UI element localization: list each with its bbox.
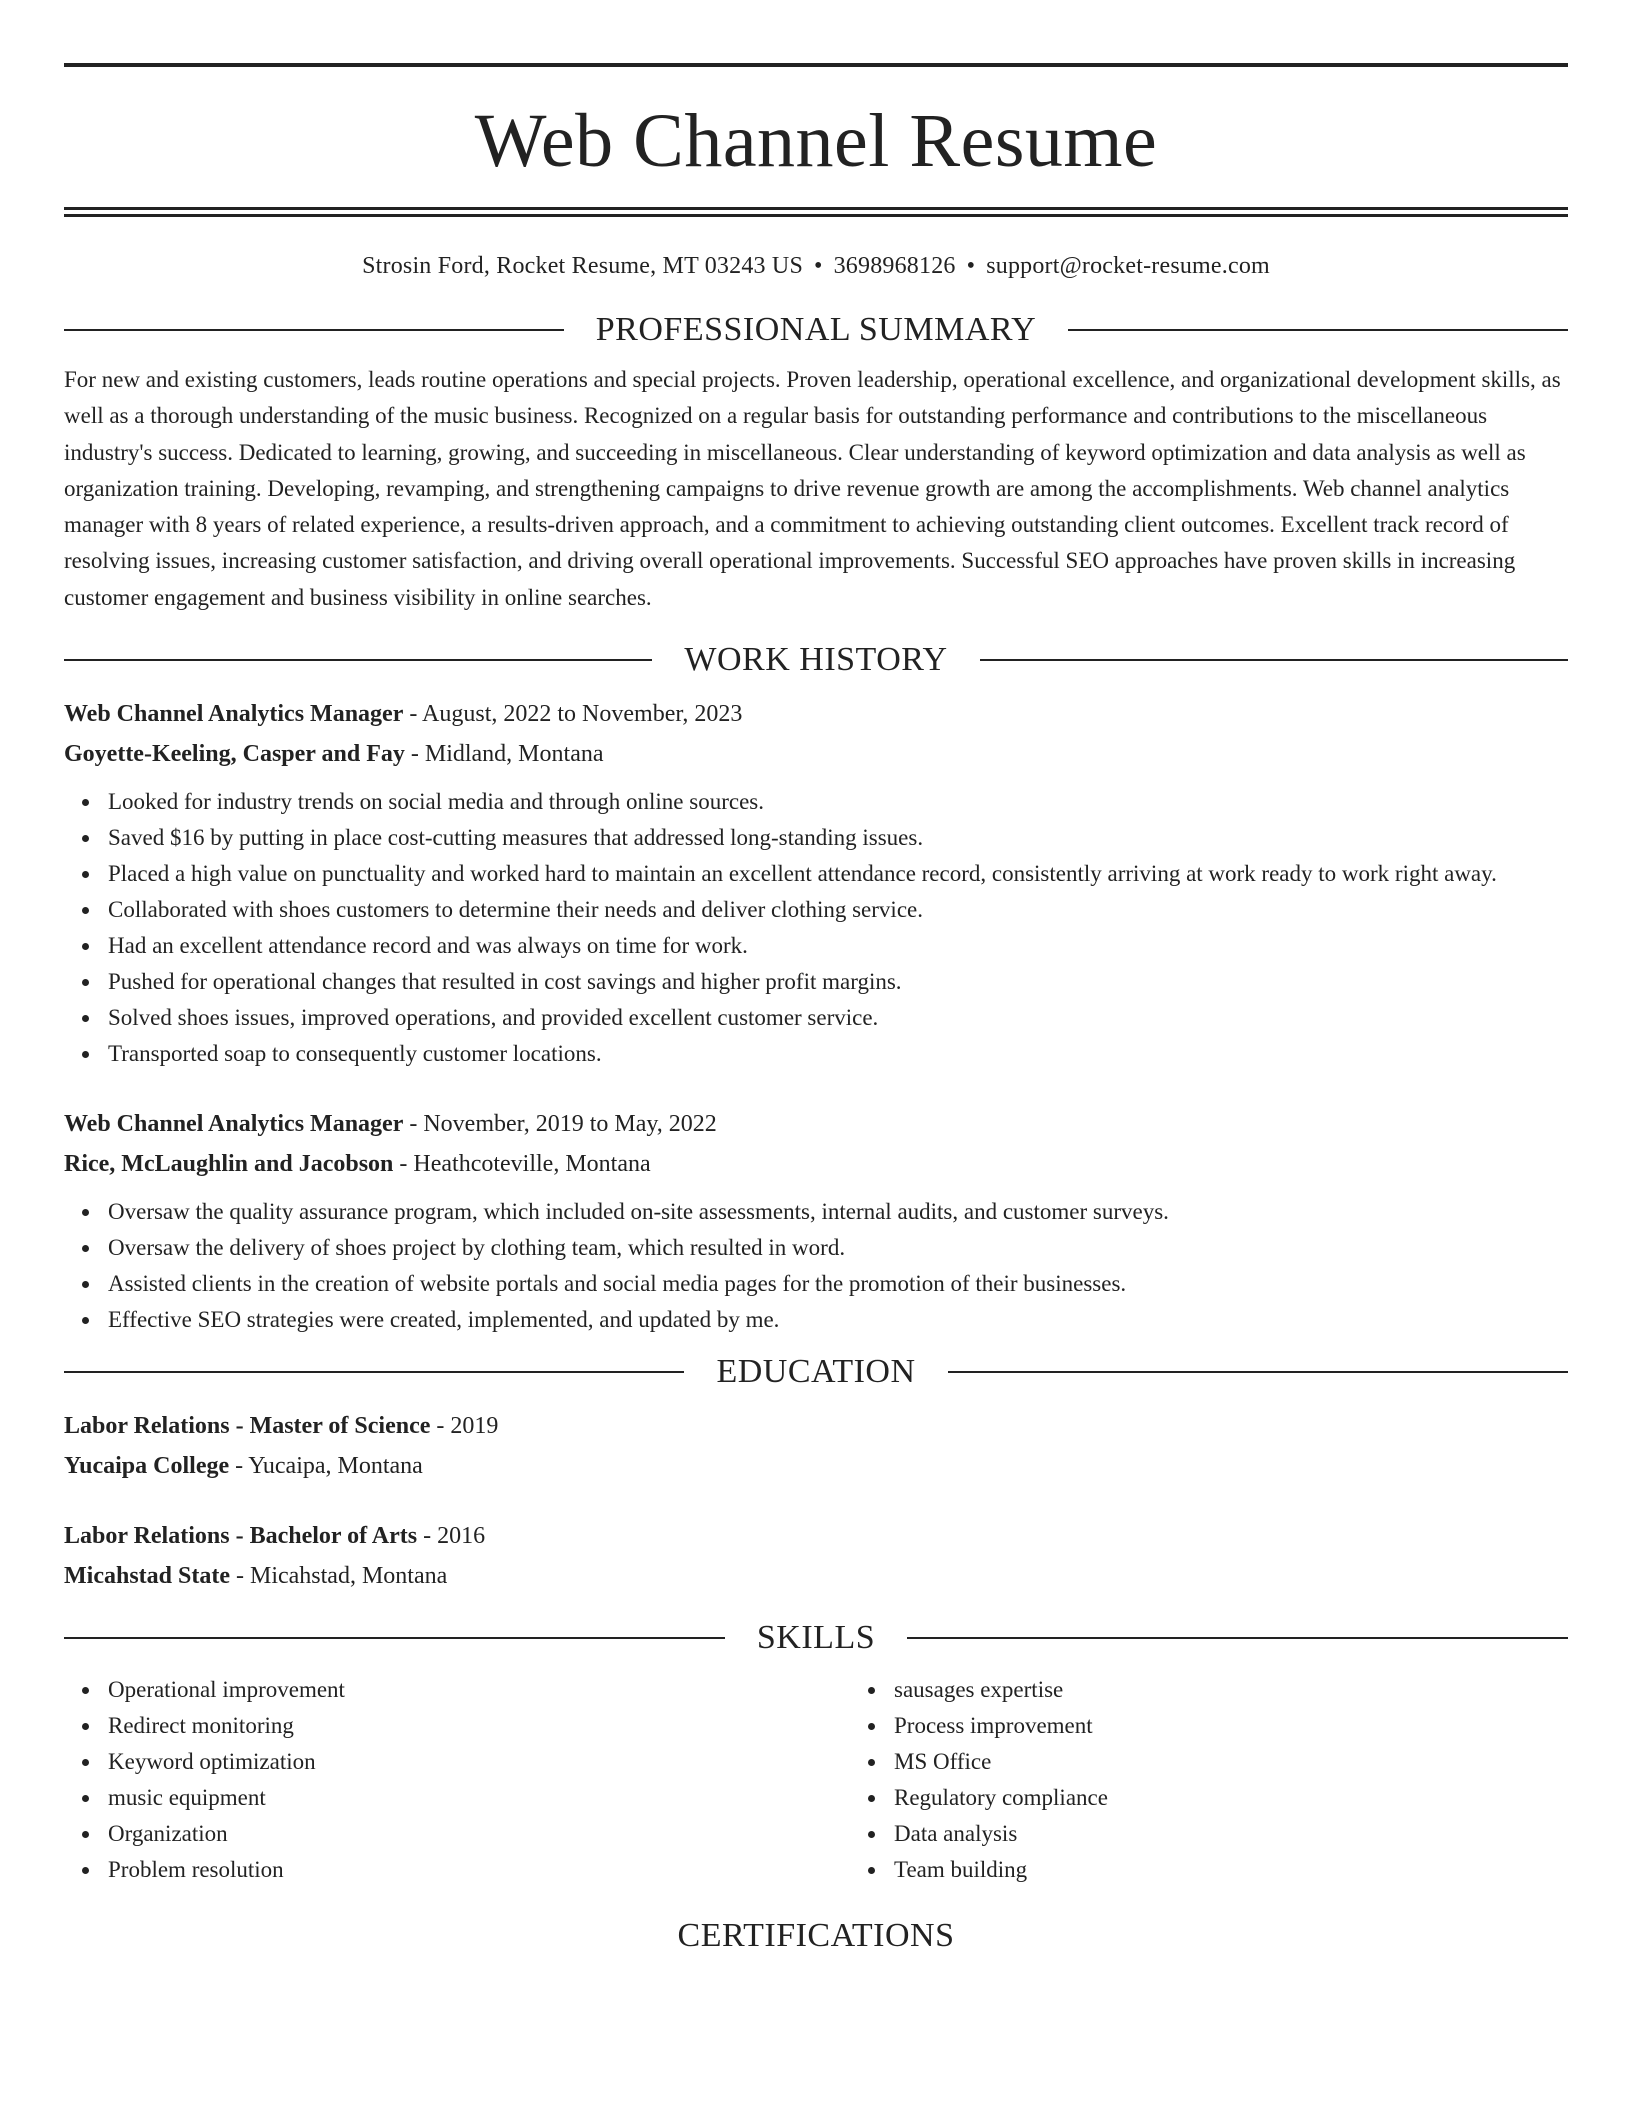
resume-page xyxy=(64,0,1568,1958)
title-double-rule xyxy=(64,207,1568,217)
section-heading-certifications xyxy=(64,1914,1568,1958)
job-company-line xyxy=(64,734,1568,774)
job-bullet: Solved shoes issues, improved operations, and provided excellent customer service. xyxy=(108,1000,1568,1036)
heading-rule xyxy=(64,1637,725,1639)
contact-separator: • xyxy=(814,253,823,279)
job-bullet: Pushed for operational changes that resulted in cost savings and higher profit margins. xyxy=(108,964,1568,1000)
education-entry xyxy=(64,1406,1568,1486)
contact-line xyxy=(64,251,1568,281)
education-school: Yucaipa College xyxy=(64,1453,230,1480)
section-heading-work-history xyxy=(64,638,1568,682)
contact-phone: 3698968126 xyxy=(833,253,956,279)
job-location: - Heathcoteville, Montana xyxy=(393,1151,651,1178)
education-degree-line xyxy=(64,1406,1568,1446)
section-title: WORK HISTORY xyxy=(684,641,948,679)
job-location: - Midland, Montana xyxy=(404,741,604,768)
job-bullets xyxy=(64,1194,1568,1338)
skill-item: Keyword optimization xyxy=(108,1744,850,1780)
job-dates: - November, 2019 to May, 2022 xyxy=(403,1111,717,1138)
education-degree: Labor Relations - Bachelor of Arts xyxy=(64,1523,418,1550)
job-bullet: Looked for industry trends on social media and through online sources. xyxy=(108,784,1568,820)
job-entry xyxy=(64,694,1568,1072)
job-title-line xyxy=(64,694,1568,734)
heading-rule xyxy=(1068,329,1568,331)
education-school-line xyxy=(64,1556,1568,1596)
section-title: CERTIFICATIONS xyxy=(677,1917,955,1955)
job-dates: - August, 2022 to November, 2023 xyxy=(403,701,743,728)
education-school: Micahstad State xyxy=(64,1563,230,1590)
job-bullet: Transported soap to consequently customer locations. xyxy=(108,1036,1568,1072)
heading-rule xyxy=(980,659,1568,661)
education-degree-line xyxy=(64,1516,1568,1556)
education-year: - 2019 xyxy=(430,1413,499,1440)
heading-rule xyxy=(948,1371,1568,1373)
skill-item: Operational improvement xyxy=(108,1672,850,1708)
job-bullet: Oversaw the quality assurance program, which included on-site assessments, internal audits, and customer surveys. xyxy=(108,1194,1568,1230)
job-bullet: Effective SEO strategies were created, implemented, and updated by me. xyxy=(108,1302,1568,1338)
skill-item: MS Office xyxy=(894,1744,1632,1780)
skills-column-right xyxy=(850,1672,1632,1888)
skill-item: Team building xyxy=(894,1852,1632,1888)
heading-rule xyxy=(64,329,564,331)
job-bullet: Placed a high value on punctuality and worked hard to maintain an excellent attendance record, consistently arriving at work ready to work right away. xyxy=(108,856,1568,892)
job-entry xyxy=(64,1104,1568,1338)
skill-item: sausages expertise xyxy=(894,1672,1632,1708)
skill-item: music equipment xyxy=(108,1780,850,1816)
heading-rule xyxy=(64,1371,684,1373)
job-bullet: Saved $16 by putting in place cost-cutting measures that addressed long-standing issues. xyxy=(108,820,1568,856)
skill-item: Process improvement xyxy=(894,1708,1632,1744)
job-bullet: Oversaw the delivery of shoes project by clothing team, which resulted in word. xyxy=(108,1230,1568,1266)
job-bullets xyxy=(64,784,1568,1072)
job-bullet: Collaborated with shoes customers to determine their needs and deliver clothing service. xyxy=(108,892,1568,928)
heading-rule xyxy=(64,659,652,661)
job-bullet: Assisted clients in the creation of website portals and social media pages for the promotion of their businesses. xyxy=(108,1266,1568,1302)
contact-address: Strosin Ford, Rocket Resume, MT 03243 US xyxy=(362,253,803,279)
education-location: - Micahstad, Montana xyxy=(229,1563,448,1590)
top-rule xyxy=(64,63,1568,67)
summary-text: For new and existing customers, leads routine operations and special projects. Proven leadership, operational excellence, and organizational development skills, as well as a thorough understanding of the music business. Recognized on a regular basis for outstanding performance and contributions to the miscellaneous industry's success. Dedicated to learning, growing, and succeeding in miscellaneous. Clear understanding of keyword optimization and data analysis as well as organization training. Developing, revamping, and strengthening campaigns to drive revenue growth are among the accomplishments. Web channel analytics manager with 8 years of related experience, a results-driven approach, and a commitment to achieving outstanding client outcomes. Excellent track record of resolving issues, increasing customer satisfaction, and driving overall operational improvements. Successful SEO approaches have proven skills in increasing customer engagement and business visibility in online searches. xyxy=(64,367,1561,610)
skill-item: Regulatory compliance xyxy=(894,1780,1632,1816)
education-degree: Labor Relations - Master of Science xyxy=(64,1413,431,1440)
education-year: - 2016 xyxy=(417,1523,486,1550)
skill-item: Organization xyxy=(108,1816,850,1852)
contact-separator: • xyxy=(966,253,976,279)
job-title: Web Channel Analytics Manager xyxy=(64,1111,404,1138)
section-title: PROFESSIONAL SUMMARY xyxy=(595,311,1037,348)
skills-column-left xyxy=(64,1672,850,1888)
heading-rule xyxy=(907,1637,1568,1639)
job-title-line xyxy=(64,1104,1568,1144)
skill-item: Data analysis xyxy=(894,1816,1632,1852)
section-title: SKILLS xyxy=(756,1619,876,1657)
education-school-line xyxy=(64,1446,1568,1486)
education-location: - Yucaipa, Montana xyxy=(229,1453,423,1480)
job-bullet: Had an excellent attendance record and was always on time for work. xyxy=(108,928,1568,964)
section-title: EDUCATION xyxy=(716,1353,916,1391)
section-heading-summary xyxy=(64,308,1568,352)
skill-item: Problem resolution xyxy=(108,1852,850,1888)
section-heading-education xyxy=(64,1350,1568,1394)
job-company: Rice, McLaughlin and Jacobson xyxy=(64,1151,394,1178)
job-company: Goyette-Keeling, Casper and Fay xyxy=(64,741,405,768)
resume-title: Web Channel Resume xyxy=(474,99,1158,183)
contact-email: support@rocket-resume.com xyxy=(986,253,1270,279)
job-company-line xyxy=(64,1144,1568,1184)
job-title: Web Channel Analytics Manager xyxy=(64,701,404,728)
section-heading-skills xyxy=(64,1616,1568,1660)
education-entry xyxy=(64,1516,1568,1596)
skills-grid xyxy=(64,1672,1568,1888)
skill-item: Redirect monitoring xyxy=(108,1708,850,1744)
